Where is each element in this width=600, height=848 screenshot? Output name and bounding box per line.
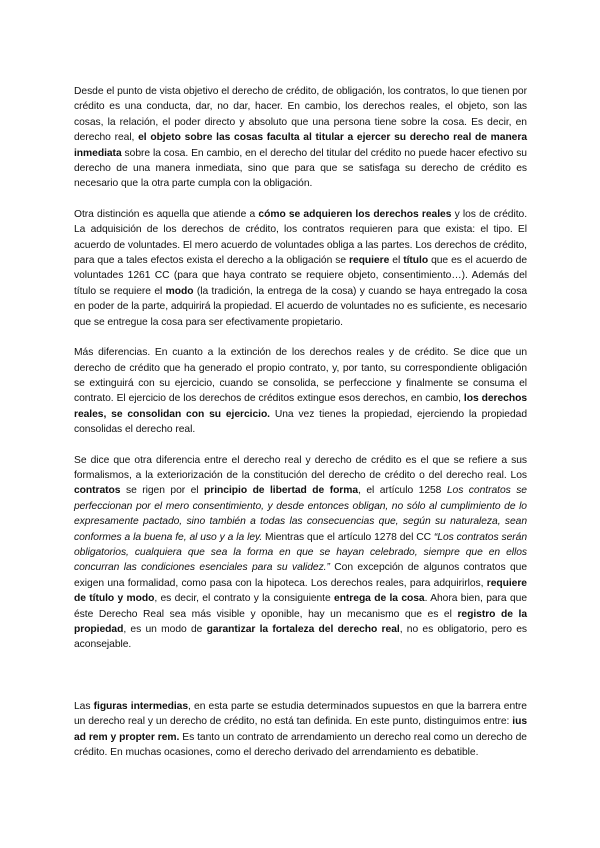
bold-run: cómo se adquieren los derechos reales: [258, 208, 452, 220]
text-run: Se dice que otra diferencia entre el derecho real y derecho de crédito es el que se refiere a sus formalismos, a la exteriorización de la constitución del derecho de crédito o del derecho real. Los: [74, 454, 527, 481]
text-run: Con excepción de algunos contratos que exigen una formalidad, como pasa con la hipoteca. Los derechos reales, para adquirirlos,: [74, 562, 527, 589]
paragraph-figuras-intermedias: [74, 699, 527, 761]
text-run: Las: [74, 700, 94, 712]
bold-run: ius ad rem y propter rem.: [74, 716, 527, 743]
text-run: que es el acuerdo de voluntades 1261 CC (para que haya contrato se requiere objeto, consentimiento…). Además del título se requiere el: [74, 255, 527, 297]
text-run: el: [389, 255, 404, 267]
paragraph-extincion: [74, 345, 527, 437]
text-run: , no es obligatorio, pero es aconsejable.: [74, 624, 528, 651]
bold-run: el objeto sobre las cosas faculta al titular a ejercer su derecho real de manera inmediata: [74, 132, 527, 159]
bold-run: requiere de título y modo: [74, 577, 527, 605]
text-run: Es tanto un contrato de arrendamiento un derecho real como un derecho de crédito. En muchas ocasiones, como el derecho derivado del arrendamiento es debatible.: [74, 731, 527, 759]
italic-run: Los contratos se perfeccionan por el mero consentimiento, y desde entonces obligan, no sólo al cumplimiento de lo expresamente pactado, sino también a todas las consecuencias que, según su naturaleza, sean conformes a la buena fe, al uso y a la ley.: [74, 485, 527, 543]
bold-run: requiere: [349, 255, 390, 267]
bold-run: título: [403, 255, 429, 267]
bold-run: modo: [165, 285, 194, 297]
text-run: sobre la cosa. En cambio, en el derecho del titular del crédito no puede hacer efectivo su derecho de una manera inmediata, sino que para que se satisfaga su derecho de crédito es necesario que la otra parte cumpla con la obligación.: [74, 147, 527, 190]
text-run: (la tradición, la entrega de la cosa) y cuando se haya entregado la cosa en poder de la parte, adquirirá la propiedad. El acuerdo de voluntades no es suficiente, es necesario que se entregue la cosa para ser efectivamente propietario.: [74, 285, 527, 328]
text-run: . Ahora bien, para que éste Derecho Real sea más visible y oponible, hay un mecanismo que es el: [74, 593, 527, 620]
paragraph-objeto: [74, 84, 527, 192]
text-run: , es decir, el contrato y la consiguiente: [154, 593, 335, 605]
paragraph-adquisicion: [74, 207, 527, 330]
text-run: , en esta parte se estudia determinados supuestos en que la barrera entre un derecho real y un derecho de crédito, no está tan definida. En este punto, distinguimos entre:: [74, 700, 527, 728]
document-page: [74, 84, 527, 760]
text-run: Mientras que el artículo 1278 del CC: [262, 531, 434, 543]
bold-run: los derechos reales, se consolidan con su ejercicio.: [74, 393, 527, 420]
text-run: Otra distinción es aquella que atiende a: [74, 208, 259, 220]
text-run: Más diferencias. En cuanto a la extinción de los derechos reales y de crédito. Se dice que un derecho de crédito que ha generado el propio contrato, y, por tanto, su correspondiente obligación se extinguirá con su ejercicio, cuando se consolida, se perfeccione y finalmente se consuma el contrato. El ejercicio de los derechos de créditos extingue esos derechos, en cambio,: [74, 347, 527, 405]
paragraph-formalismos: [74, 453, 527, 653]
text-run: se rigen por el: [120, 485, 205, 497]
bold-run: contratos: [74, 485, 121, 497]
text-run: , el artículo 1258: [358, 485, 447, 497]
italic-run: “Los contratos serán obligatorios, cualquiera que sea la forma en que se hayan celebrado, siempre que en ellos concurran las condiciones esenciales para su validez.”: [74, 531, 527, 574]
text-run: Una vez tienes la propiedad, ejerciendo la propiedad consolidas el derecho real.: [74, 408, 528, 436]
bold-run: principio de libertad de forma: [204, 485, 359, 497]
text-run: Desde el punto de vista objetivo el derecho de crédito, de obligación, los contratos, lo que tienen por crédito es una conducta, dar, no dar, hacer. En cambio, los derechos reales, el objeto, son las cosas, la relación, el poder directo y absoluto que una persona tiene sobre la cosa. Es decir, en derecho real,: [74, 86, 527, 144]
bold-run: registro de la propiedad: [74, 608, 528, 635]
bold-run: garantizar la fortaleza del derecho real: [206, 624, 400, 635]
text-run: y los de crédito. La adquisición de los derechos de crédito, los contratos requieren para que exista: el tipo. El acuerdo de voluntades. El mero acuerdo de voluntades obliga a las partes. Los derechos de crédito, para que a tales efectos exista el derecho a la obligación se: [74, 208, 528, 267]
text-run: , es un modo de: [123, 624, 207, 635]
bold-run: figuras intermedias: [93, 700, 189, 712]
bold-run: entrega de la cosa: [334, 593, 425, 605]
